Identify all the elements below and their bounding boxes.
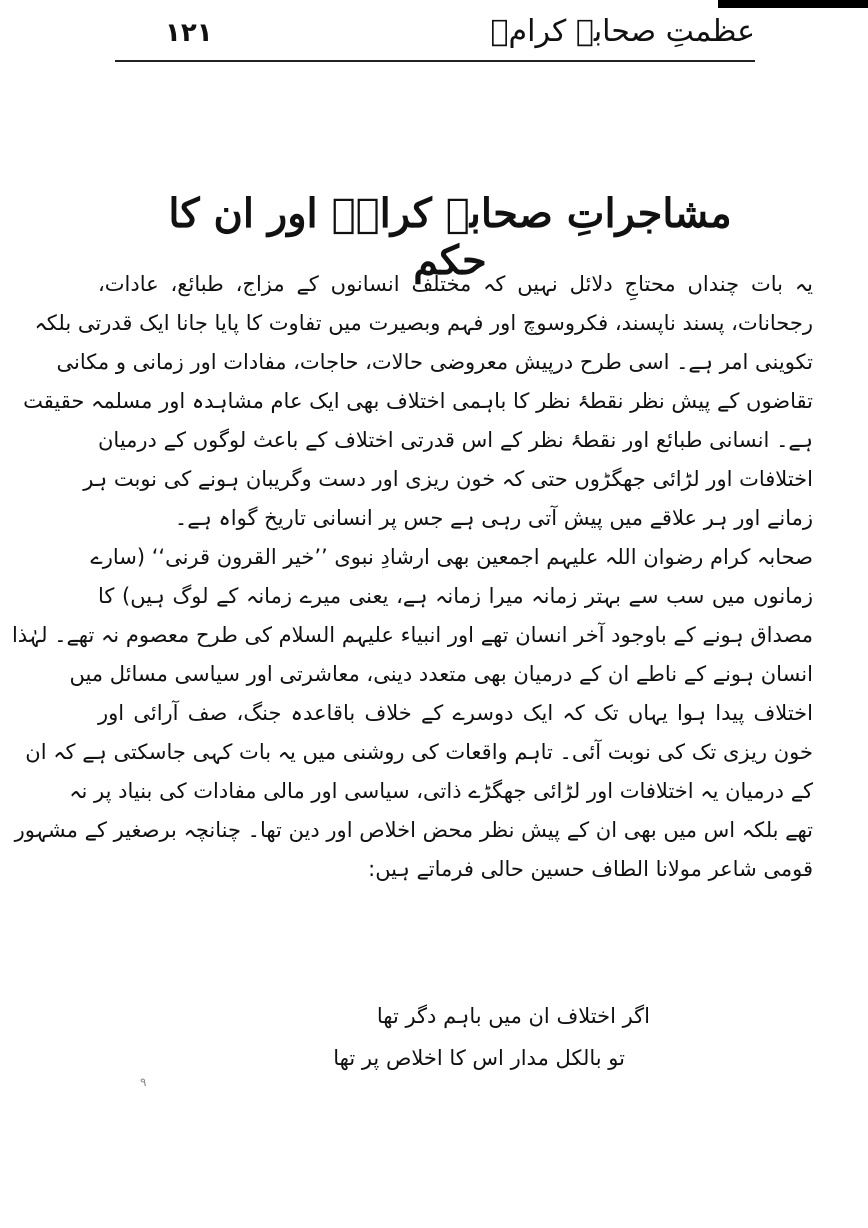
running-title: عظمتِ صحابہ کرامؓ [490,14,755,49]
text-line: تکوینی امر ہے۔ اسی طرح درپیش معروضی حالات، حاجات، مفادات اور زمانی و مکانی [56,350,813,374]
scan-corner-mark [718,0,868,8]
verse-line: اگر اختلاف ان میں باہم دگر تھا [376,1004,650,1028]
text-line: خون ریزی تک کی نوبت آئی۔ تاہم واقعات کی روشنی میں یہ بات کہی جاسکتی ہے کہ ان [25,740,813,764]
page-header [115,14,755,64]
text-line: تھے بلکہ اس میں بھی ان کے پیش نظر محض اخلاص اور دین تھا۔ چنانچہ برصغیر کے مشہور [14,818,813,842]
body-text [11,265,813,889]
poetry-couplet [230,995,650,1079]
text-line: اختلافات اور لڑائی جھگڑوں حتی کہ خون ریزی اور دست وگریبان ہونے کی نوبت ہر [83,467,813,491]
text-line: یہ بات چنداں محتاجِ دلائل نہیں کہ مختلف انسانوں کے مزاج، طبائع، عادات، [98,272,813,296]
text-line: صحابہ کرام رضوان اللہ علیہم اجمعین بھی ارشادِ نبوی ’’خیر القرون قرنی‘‘ (سارے [90,545,813,569]
text-line: تقاضوں کے پیش نظر نقطۂ نظر کا باہمی اختلاف بھی ایک عام مشاہدہ اور مسلمہ حقیقت [23,389,813,413]
page-number: ۱۲۱ [165,18,213,48]
paragraph-1 [23,265,813,538]
chapter-title: مشاجراتِ صحابہ کرامؓ اور ان کا حکم [168,190,732,284]
header-rule [115,60,755,62]
text-line: اختلاف پیدا ہوا یہاں تک کہ ایک دوسرے کے خلاف باقاعدہ جنگ، صف آرائی اور [98,701,813,725]
paragraph-2 [11,538,813,889]
text-line: زمانے اور ہر علاقے میں پیش آتی رہی ہے جس پر انسانی تاریخ گواہ ہے۔ [174,506,813,530]
text-line: قومی شاعر مولانا الطاف حسین حالی فرماتے ہیں: [368,857,813,881]
text-line: کے درمیان یہ اختلافات اور لڑائی جھگڑے ذاتی، سیاسی اور مالی مفادات کی بنیاد پر نہ [69,779,813,803]
verse-line: تو بالکل مدار اس کا اخلاص پر تھا [333,1046,625,1070]
footer-mark: ۹ [140,1075,147,1089]
text-line: رجحانات، پسند ناپسند، فکروسوچ اور فہم وبصیرت میں تفاوت کا پایا جانا ایک قدرتی بلکہ [34,311,813,335]
text-line: مصداق ہونے کے باوجود آخر انسان تھے اور انبیاء علیہم السلام کی طرح معصوم نہ تھے۔ لہٰذا [11,623,813,647]
text-line: زمانوں میں سب سے بہتر زمانہ میرا زمانہ ہے، یعنی میرے زمانہ کے لوگ ہیں) کا [98,584,813,608]
text-line: ہے۔ انسانی طبائع اور نقطۂ نظر کے اس قدرتی اختلاف کے باعث لوگوں کے درمیان [98,428,813,452]
text-line: انسان ہونے کے ناطے ان کے درمیان بھی متعدد دینی، معاشرتی اور سیاسی مسائل میں [69,662,813,686]
